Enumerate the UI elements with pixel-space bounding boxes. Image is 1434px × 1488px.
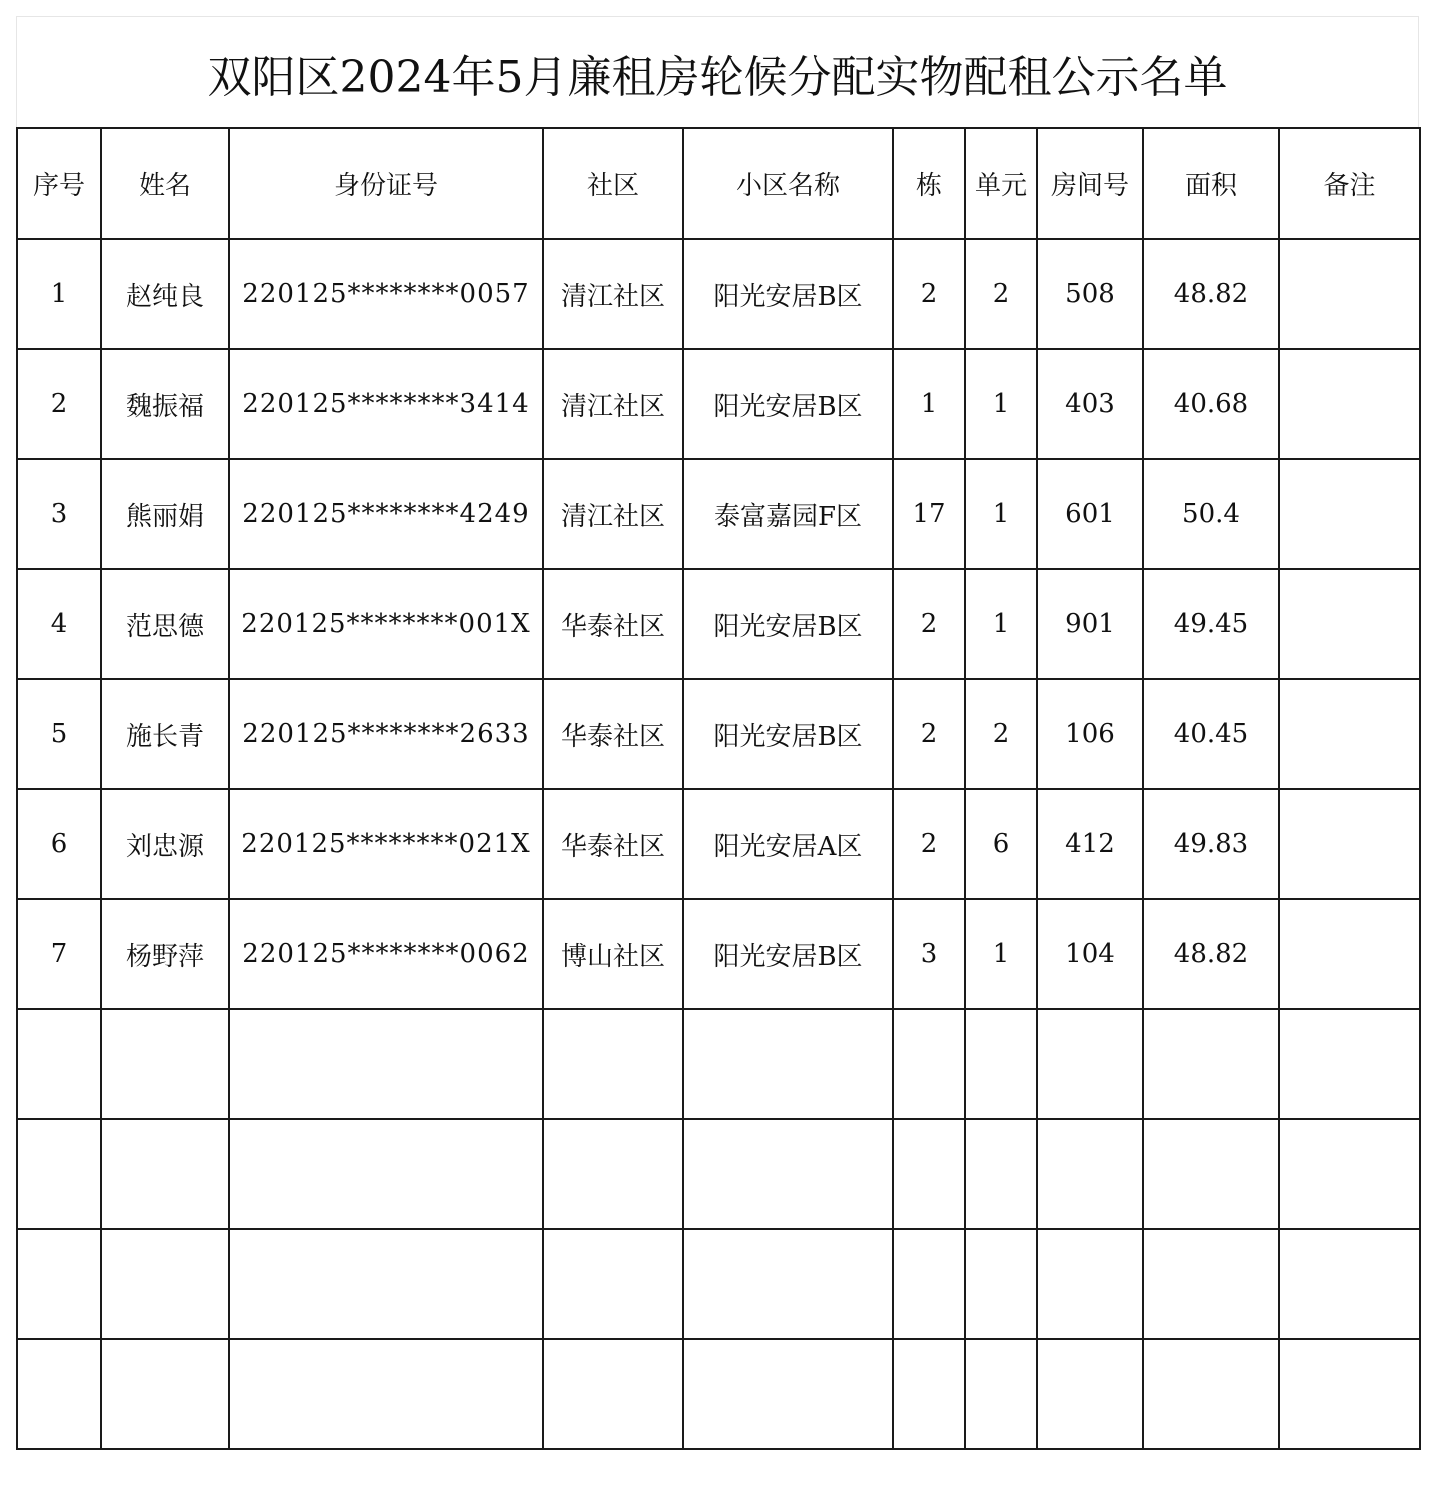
empty-cell [229, 1339, 543, 1449]
empty-cell [101, 1229, 229, 1339]
empty-cell [229, 1119, 543, 1229]
empty-cell [893, 1229, 965, 1339]
empty-cell [229, 1009, 543, 1119]
cell-index: 7 [17, 899, 101, 1009]
cell-unit: 2 [965, 679, 1037, 789]
cell-unit: 1 [965, 459, 1037, 569]
cell-id-number: 220125********001X [229, 569, 543, 679]
table-row [17, 349, 1420, 459]
cell-remark [1279, 569, 1420, 679]
cell-building: 17 [893, 459, 965, 569]
empty-cell [965, 1119, 1037, 1229]
header-name: 姓名 [101, 128, 229, 239]
cell-area: 48.82 [1143, 239, 1279, 349]
empty-cell [893, 1009, 965, 1119]
cell-estate: 阳光安居A区 [683, 789, 893, 899]
empty-cell [1143, 1339, 1279, 1449]
cell-area: 40.45 [1143, 679, 1279, 789]
cell-id-number: 220125********2633 [229, 679, 543, 789]
cell-room: 403 [1037, 349, 1143, 459]
cell-index: 2 [17, 349, 101, 459]
empty-cell [1037, 1009, 1143, 1119]
cell-room: 901 [1037, 569, 1143, 679]
cell-room: 104 [1037, 899, 1143, 1009]
cell-community: 华泰社区 [543, 569, 683, 679]
table-row [17, 679, 1420, 789]
empty-cell [17, 1119, 101, 1229]
cell-name: 范思德 [101, 569, 229, 679]
empty-cell [683, 1119, 893, 1229]
empty-table-row [17, 1119, 1420, 1229]
table-row [17, 899, 1420, 1009]
cell-area: 50.4 [1143, 459, 1279, 569]
cell-community: 清江社区 [543, 239, 683, 349]
empty-table-row [17, 1339, 1420, 1449]
table-row [17, 239, 1420, 349]
cell-building: 2 [893, 239, 965, 349]
cell-unit: 2 [965, 239, 1037, 349]
cell-room: 601 [1037, 459, 1143, 569]
cell-community: 清江社区 [543, 349, 683, 459]
cell-remark [1279, 899, 1420, 1009]
cell-building: 3 [893, 899, 965, 1009]
cell-estate: 阳光安居B区 [683, 349, 893, 459]
cell-area: 49.83 [1143, 789, 1279, 899]
cell-area: 40.68 [1143, 349, 1279, 459]
announcement-sheet [16, 16, 1419, 1473]
cell-building: 2 [893, 789, 965, 899]
cell-name: 熊丽娟 [101, 459, 229, 569]
cell-estate: 阳光安居B区 [683, 239, 893, 349]
cell-id-number: 220125********021X [229, 789, 543, 899]
cell-remark [1279, 679, 1420, 789]
empty-cell [965, 1339, 1037, 1449]
cell-remark [1279, 349, 1420, 459]
empty-cell [101, 1009, 229, 1119]
header-area: 面积 [1143, 128, 1279, 239]
cell-name: 施长青 [101, 679, 229, 789]
cell-index: 1 [17, 239, 101, 349]
cell-remark [1279, 239, 1420, 349]
empty-table-row [17, 1229, 1420, 1339]
empty-cell [17, 1009, 101, 1119]
empty-cell [17, 1229, 101, 1339]
cell-index: 5 [17, 679, 101, 789]
cell-id-number: 220125********4249 [229, 459, 543, 569]
cell-area: 49.45 [1143, 569, 1279, 679]
empty-cell [1279, 1339, 1420, 1449]
cell-estate: 阳光安居B区 [683, 679, 893, 789]
empty-cell [893, 1339, 965, 1449]
cell-community: 博山社区 [543, 899, 683, 1009]
header-community: 社区 [543, 128, 683, 239]
cell-unit: 6 [965, 789, 1037, 899]
header-room: 房间号 [1037, 128, 1143, 239]
empty-cell [1037, 1119, 1143, 1229]
allocation-table [16, 127, 1421, 1450]
header-id-number: 身份证号 [229, 128, 543, 239]
empty-cell [1143, 1119, 1279, 1229]
header-unit: 单元 [965, 128, 1037, 239]
empty-cell [101, 1119, 229, 1229]
cell-community: 华泰社区 [543, 679, 683, 789]
cell-unit: 1 [965, 349, 1037, 459]
table-row [17, 569, 1420, 679]
header-estate: 小区名称 [683, 128, 893, 239]
empty-cell [543, 1339, 683, 1449]
empty-cell [101, 1339, 229, 1449]
header-remark: 备注 [1279, 128, 1420, 239]
cell-index: 3 [17, 459, 101, 569]
empty-cell [683, 1229, 893, 1339]
cell-room: 106 [1037, 679, 1143, 789]
header-building: 栋 [893, 128, 965, 239]
empty-cell [893, 1119, 965, 1229]
cell-community: 清江社区 [543, 459, 683, 569]
cell-building: 2 [893, 679, 965, 789]
cell-index: 4 [17, 569, 101, 679]
empty-cell [543, 1009, 683, 1119]
empty-cell [229, 1229, 543, 1339]
cell-index: 6 [17, 789, 101, 899]
empty-cell [1279, 1009, 1420, 1119]
cell-id-number: 220125********0057 [229, 239, 543, 349]
empty-cell [1279, 1119, 1420, 1229]
cell-name: 刘忠源 [101, 789, 229, 899]
empty-cell [1143, 1229, 1279, 1339]
cell-estate: 泰富嘉园F区 [683, 459, 893, 569]
empty-cell [543, 1229, 683, 1339]
empty-cell [1143, 1009, 1279, 1119]
cell-building: 2 [893, 569, 965, 679]
empty-cell [543, 1119, 683, 1229]
cell-name: 杨野萍 [101, 899, 229, 1009]
table-row [17, 459, 1420, 569]
empty-cell [1037, 1229, 1143, 1339]
cell-unit: 1 [965, 569, 1037, 679]
empty-cell [17, 1339, 101, 1449]
cell-name: 魏振福 [101, 349, 229, 459]
cell-estate: 阳光安居B区 [683, 569, 893, 679]
cell-remark [1279, 459, 1420, 569]
cell-room: 508 [1037, 239, 1143, 349]
cell-id-number: 220125********3414 [229, 349, 543, 459]
empty-cell [683, 1009, 893, 1119]
cell-id-number: 220125********0062 [229, 899, 543, 1009]
cell-unit: 1 [965, 899, 1037, 1009]
empty-cell [1279, 1229, 1420, 1339]
cell-community: 华泰社区 [543, 789, 683, 899]
cell-estate: 阳光安居B区 [683, 899, 893, 1009]
cell-remark [1279, 789, 1420, 899]
document-title: 双阳区2024年5月廉租房轮候分配实物配租公示名单 [16, 16, 1419, 128]
empty-cell [965, 1009, 1037, 1119]
header-index: 序号 [17, 128, 101, 239]
empty-table-row [17, 1009, 1420, 1119]
empty-cell [965, 1229, 1037, 1339]
cell-room: 412 [1037, 789, 1143, 899]
cell-building: 1 [893, 349, 965, 459]
empty-cell [683, 1339, 893, 1449]
table-row [17, 789, 1420, 899]
table-header-row [17, 128, 1420, 239]
cell-area: 48.82 [1143, 899, 1279, 1009]
empty-cell [1037, 1339, 1143, 1449]
cell-name: 赵纯良 [101, 239, 229, 349]
